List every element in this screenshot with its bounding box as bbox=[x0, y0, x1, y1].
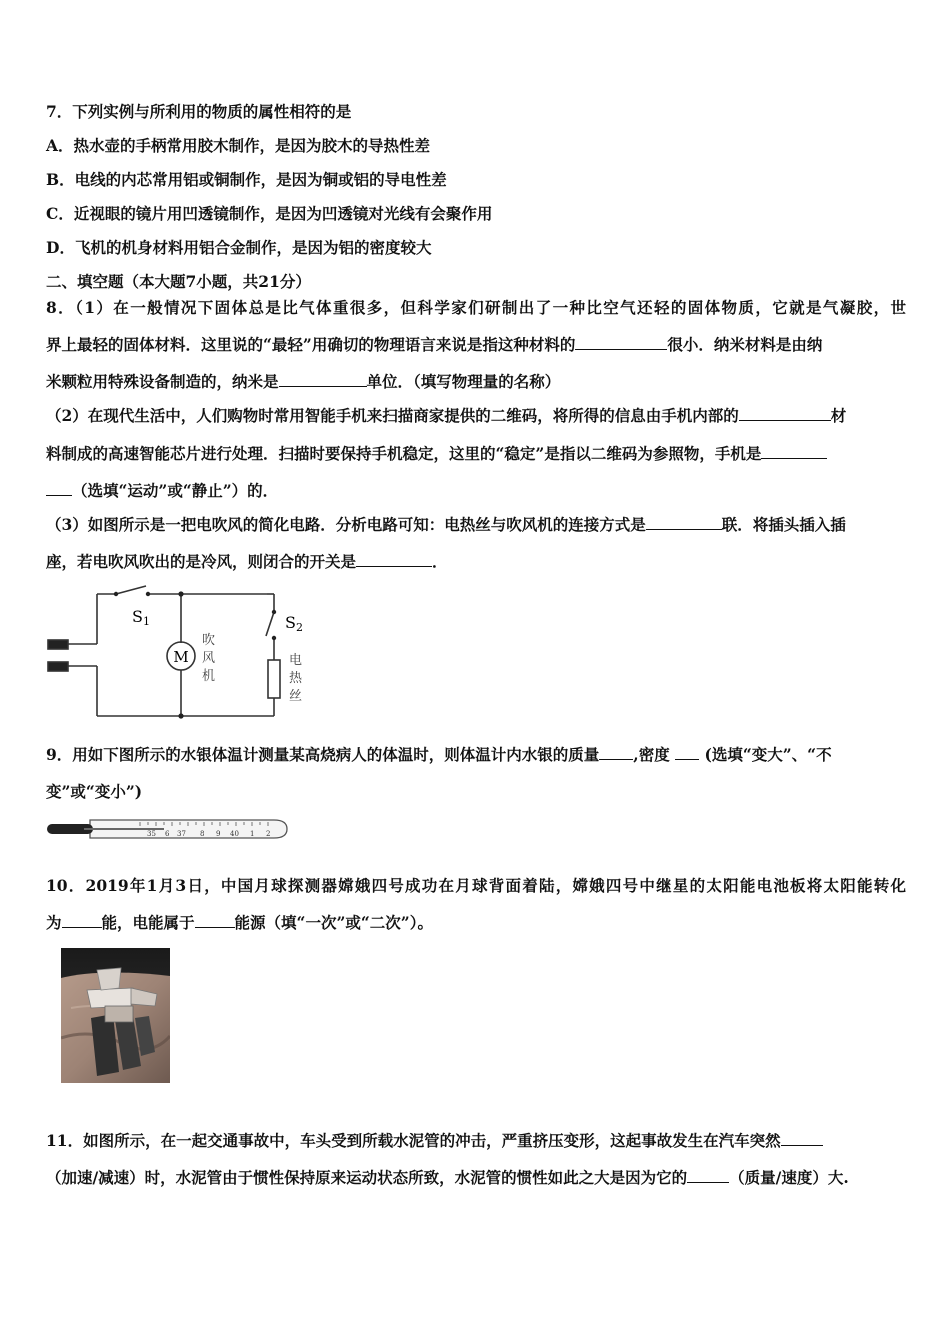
motor-caption: 风 bbox=[202, 651, 216, 666]
switch-s2-blade bbox=[266, 612, 274, 636]
q8-line-1: 8．（1）在一般情况下固体总是比气体重很多，但科学家们研制出了一种比空气还轻的固体物质，它就是气凝胶，世 bbox=[46, 298, 906, 317]
heater-caption: 电 bbox=[289, 653, 303, 668]
q8-line-7 bbox=[46, 515, 846, 535]
q10-text: 能源（填“一次”或“二次”）。 bbox=[234, 913, 433, 932]
q10-text: 为 bbox=[46, 913, 62, 932]
answer-blank[interactable] bbox=[687, 1168, 729, 1183]
q8-line-4 bbox=[46, 406, 846, 426]
q8-line-3 bbox=[46, 372, 560, 392]
scale-label: 1 bbox=[250, 830, 255, 838]
q8-text: 料制成的高速智能芯片进行处理．扫描时要保持手机稳定，这里的“稳定”是指以二维码为参照物，手机是 bbox=[46, 444, 762, 463]
answer-blank[interactable] bbox=[356, 552, 432, 567]
answer-blank[interactable] bbox=[739, 406, 831, 421]
motor-label: M bbox=[173, 648, 189, 666]
q8-text: 座，若电吹风吹出的是冷风，则闭合的开关是 bbox=[46, 552, 357, 571]
q10-line-2 bbox=[46, 913, 433, 933]
heater-caption: 丝 bbox=[289, 689, 303, 704]
q8-text: （选填“运动”或“静止”）的． bbox=[72, 481, 279, 500]
q8-text: 很小．纳米材料是由纳 bbox=[667, 335, 823, 354]
q8-line-8 bbox=[46, 552, 448, 572]
q8-text: 米颗粒用特殊设备制造的，纳米是 bbox=[46, 372, 279, 391]
q9-line-1 bbox=[46, 745, 832, 765]
scale-label: 35 bbox=[147, 830, 156, 838]
q11-text: 11．如图所示，在一起交通事故中，车头受到所载水泥管的冲击，严重挤压变形，这起事故发生在汽车突然 bbox=[46, 1131, 781, 1150]
scale-label: 2 bbox=[266, 830, 271, 838]
lunar-rover-photo bbox=[61, 948, 170, 1083]
q10-line-1: 10．2019年1月3日，中国月球探测器嫦娥四号成功在月球背面着陆，嫦娥四号中继星的太阳能电池板将太阳能转化 bbox=[46, 876, 906, 895]
switch-s1-label: S1 bbox=[132, 607, 150, 628]
answer-blank[interactable] bbox=[761, 444, 827, 459]
q11-text: （质量/速度）大. bbox=[729, 1168, 849, 1187]
q7-option-d: D．飞机的机身材料用铝合金制作，是因为铝的密度较大 bbox=[46, 238, 432, 257]
q8-text: （3）如图所示是一把电吹风的简化电路．分析电路可知：电热丝与吹风机的连接方式是 bbox=[46, 515, 646, 534]
q8-text: 联．将插头插入插 bbox=[721, 515, 846, 534]
q8-line-5 bbox=[46, 444, 827, 464]
q8-text: ． bbox=[432, 552, 448, 571]
answer-blank[interactable] bbox=[646, 515, 722, 530]
q9-line-2: 变”或“变小”) bbox=[46, 782, 143, 801]
section-title: 二、填空题（本大题7小题，共21分） bbox=[46, 272, 311, 291]
answer-blank[interactable] bbox=[675, 745, 699, 760]
motor-caption: 机 bbox=[202, 669, 216, 684]
q7-stem: 7．下列实例与所利用的物质的属性相符的是 bbox=[46, 102, 352, 121]
answer-blank[interactable] bbox=[279, 372, 367, 387]
q9-text: (选填“变大”、“不 bbox=[704, 745, 832, 764]
q9-text: ,密度 bbox=[633, 745, 670, 764]
scale-label: 6 bbox=[165, 830, 170, 838]
heater-resistor bbox=[268, 660, 280, 698]
switch-s1-blade bbox=[116, 586, 146, 594]
answer-blank[interactable] bbox=[575, 335, 667, 350]
heater-caption: 热 bbox=[289, 671, 303, 686]
answer-blank[interactable] bbox=[599, 745, 633, 760]
answer-blank[interactable] bbox=[46, 481, 72, 496]
plug-prong-bottom bbox=[48, 662, 68, 671]
answer-blank[interactable] bbox=[195, 913, 235, 928]
q11-text: （加速/减速）时，水泥管由于惯性保持原来运动状态所致，水泥管的惯性如此之大是因为它的 bbox=[46, 1168, 688, 1187]
answer-blank[interactable] bbox=[62, 913, 102, 928]
q8-line-2 bbox=[46, 335, 822, 355]
q8-text: （2）在现代生活中，人们购物时常用智能手机来扫描商家提供的二维码，将所得的信息由手机内部的 bbox=[46, 406, 739, 425]
q7-option-b: B．电线的内芯常用铝或铜制作，是因为铜或铝的导电性差 bbox=[46, 170, 447, 189]
q11-line-1 bbox=[46, 1131, 823, 1151]
q11-line-2 bbox=[46, 1168, 849, 1188]
q8-line-6 bbox=[46, 481, 278, 501]
motor-caption: 吹 bbox=[202, 633, 216, 648]
scale-label: 40 bbox=[230, 830, 239, 838]
scale-label: 8 bbox=[200, 830, 205, 838]
q8-text: 界上最轻的固体材料．这里说的“最轻”用确切的物理语言来说是指这种材料的 bbox=[46, 335, 576, 354]
q8-text: 单位．（填写物理量的名称） bbox=[366, 372, 561, 391]
thermometer bbox=[44, 814, 290, 844]
answer-blank[interactable] bbox=[781, 1131, 823, 1146]
q7-option-a: A．热水壶的手柄常用胶木制作，是因为胶木的导热性差 bbox=[46, 136, 431, 155]
switch-s2-label: S2 bbox=[285, 613, 303, 634]
scale-label: 37 bbox=[177, 830, 186, 838]
q10-text: 能，电能属于 bbox=[101, 913, 195, 932]
q7-option-c: C．近视眼的镜片用凹透镜制作，是因为凹透镜对光线有会聚作用 bbox=[46, 204, 493, 223]
scale-label: 9 bbox=[216, 830, 221, 838]
q8-text: 材 bbox=[830, 406, 847, 425]
plug-prong-top bbox=[48, 640, 68, 649]
circuit-diagram bbox=[44, 584, 314, 724]
q9-text: 9．用如下图所示的水银体温计测量某高烧病人的体温时，则体温计内水银的质量 bbox=[46, 745, 600, 764]
